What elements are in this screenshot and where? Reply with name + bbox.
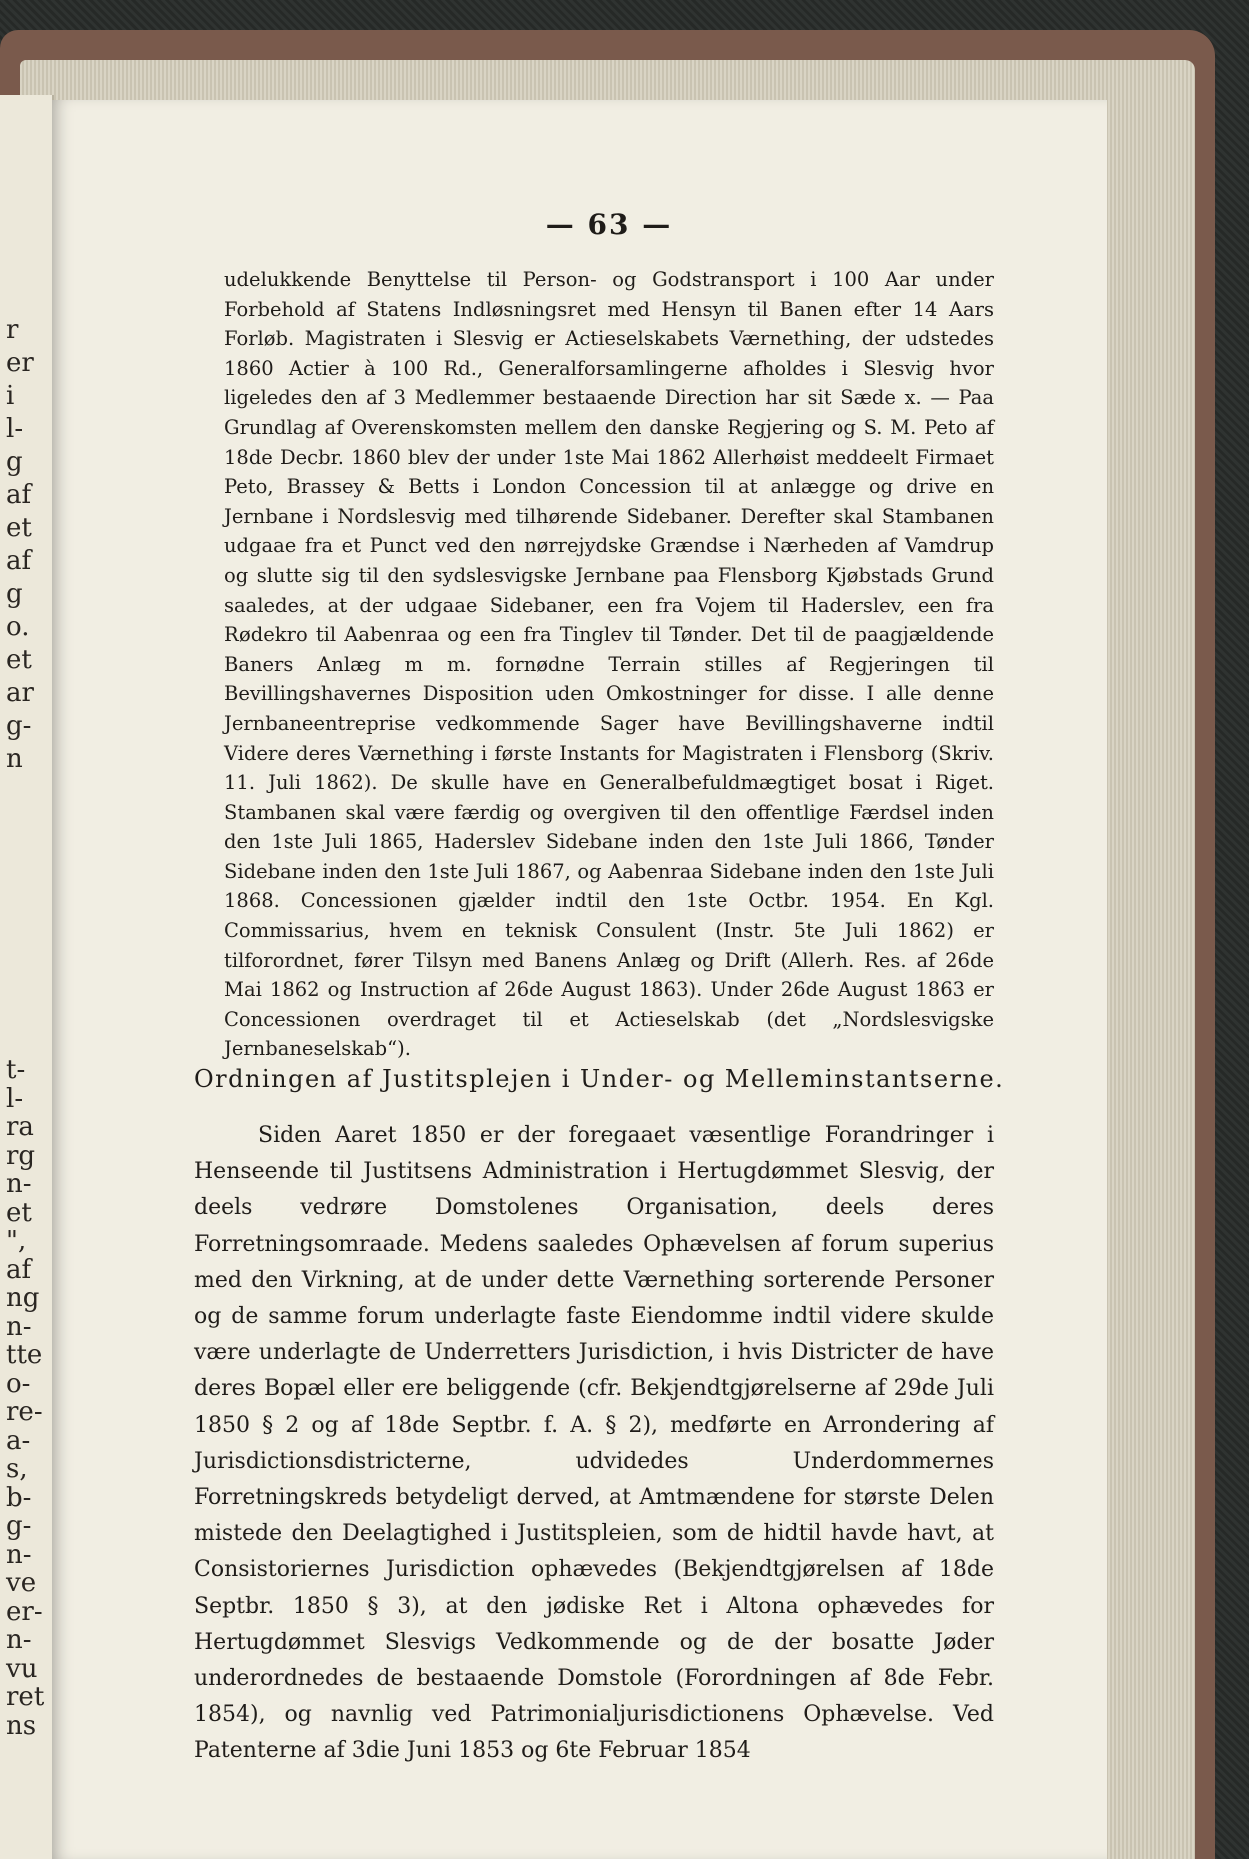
left-page-fragment: et: [6, 645, 32, 675]
left-page-fragment: a-: [6, 1425, 31, 1456]
right-page: [52, 100, 1107, 1859]
left-page-fragment: ",: [6, 1226, 27, 1256]
left-page-fragment: vu: [6, 1653, 38, 1684]
left-page-fragment: o.: [6, 612, 30, 642]
left-page-fragment: tte: [6, 1340, 43, 1370]
left-page-fragment: af: [6, 1254, 32, 1285]
left-page-fragment: o-: [6, 1368, 31, 1399]
left-page-fragment: g: [6, 447, 23, 477]
left-page-fragment: l-: [6, 1083, 24, 1114]
left-page-fragment: et: [6, 1197, 32, 1228]
left-page-fragment: et: [6, 513, 32, 543]
left-page-fragment: ns: [6, 1710, 37, 1741]
left-page-fragment: ra: [6, 1112, 34, 1142]
left-page-fragment: af: [6, 480, 32, 510]
left-page-fragment: n-: [6, 1539, 32, 1570]
left-page-fragment: n: [6, 744, 23, 774]
left-page-fragment: i: [6, 381, 15, 411]
left-page-fragment: re-: [6, 1397, 43, 1427]
left-page-fragment: n-: [6, 1311, 32, 1342]
paragraph-justice-administration: Siden Aaret 1850 er der foregaaet væsentlige Forandringer i Henseende til Justitsens Administration i Hertugdømmet Slesvig, der deels vedrøre Domstolenes Organisation, deels deres Forretningsomraade. Medens saaledes Ophævelsen af forum superius med den Virkning, at de under dette Værnething sorterende Personer og de samme forum underlagte faste Eiendomme indtil videre skulde være underlagte de Underretters Jurisdiction, i hvis Districter de have deres Bopæl eller ere beliggende (cfr. Bekjendtgjørelserne af 29de Juli 1850 § 2 og af 18de Septbr. f. A. § 2), medførte en Arrondering af Jurisdictionsdistricterne, udvidedes Underdommernes Forretningskreds betydeligt derved, at Amtmændene for største Delen mistede den Deelagtighed i Justitspleien, som de hidtil havde havt, at Consistoriernes Jurisdiction ophævedes (Bekjendtgjørelsen af 18de Septbr. 1850 § 3), at den jødiske Ret i Altona ophævedes for Hertugdømmet Slesvigs Vedkommende og de der bosatte Jøder underordnedes de bestaaende Domstole (Forordningen af 8de Febr. 1854), og navnlig ved Patrimonialjurisdictionens Ophævelse. Ved Patenterne af 3die Juni 1853 og 6te Februar 1854: [194, 1123, 994, 1764]
left-page-fragment: rg: [6, 1140, 36, 1171]
left-page-fragment: n-: [6, 1169, 32, 1199]
left-page-fragment: af: [6, 546, 32, 576]
left-page-fragment: ve: [6, 1568, 37, 1598]
left-page-fragment: g: [6, 579, 23, 609]
left-page-fragment: n-: [6, 1625, 32, 1655]
left-page-fragment: ng: [6, 1283, 40, 1313]
left-page-fragment: er: [6, 348, 34, 378]
left-page-fragment: b-: [6, 1482, 32, 1513]
left-page-fragment: ret: [6, 1682, 45, 1712]
left-page-fragment: g-: [6, 1511, 32, 1541]
left-page-fragment: t-: [6, 1055, 26, 1085]
left-page-fragment: r: [6, 315, 19, 345]
left-page: [0, 95, 54, 1859]
left-page-fragment: g-: [6, 711, 32, 741]
section-heading: Ordningen af Justitsplejen i Under- og Melleminstantserne.: [194, 1065, 1005, 1093]
left-page-fragment: l-: [6, 414, 24, 444]
left-page-fragment: s,: [6, 1454, 28, 1484]
left-page-fragment: er-: [6, 1596, 43, 1627]
page-number: — 63 —: [545, 208, 673, 241]
paragraph-railway-concession: udelukkende Benyttelse til Person- og Godstransport i 100 Aar under Forbehold af Statens Indløsningsret med Hensyn til Banen efter 14 Aars Forløb. Magistraten i Slesvig er Actieselskabets Værnething, der udstedes 1860 Actier à 100 Rd., Generalforsamlingerne afholdes i Slesvig hvor ligeledes den af 3 Medlemmer bestaaende Direction har sit Sæde x. — Paa Grundlag af Overenskomsten mellem den danske Regjering og S. M. Peto af 18de Decbr. 1860 blev der under 1ste Mai 1862 Allerhøist meddeelt Firmaet Peto, Brassey & Betts i London Concession til at anlægge og drive en Jernbane i Nordslesvig med tilhørende Sidebaner. Derefter skal Stambanen udgaae fra et Punct ved den nørrejydske Grændse i Nærheden af Vamdrup og slutte sig til den sydslesvigske Jernbane paa Flensborg Kjøbstads Grund saaledes, at der udgaae Sidebaner, een fra Vojem til Haderslev, een fra Rødekro til Aabenraa og een fra Tinglev til Tønder. Det til de paagjældende Baners Anlæg m m. fornødne Terrain stilles af Regjeringen til Bevillingshavernes Disposition uden Omkostninger for disse. I alle denne Jernbaneentreprise vedkommende Sager have Bevillingshaverne indtil Videre deres Værnething i første Instants for Magistraten i Flensborg (Skriv. 11. Juli 1862). De skulle have en Generalbefuldmægtiget bosat i Riget. Stambanen skal være færdig og overgiven til den offentlige Færdsel inden den 1ste Juli 1865, Haderslev Sidebane inden den 1ste Juli 1866, Tønder Sidebane inden den 1ste Juli 1867, og Aabenraa Sidebane inden den 1ste Juli 1868. Concessionen gjælder indtil den 1ste Octbr. 1954. En Kgl. Commissarius, hvem en teknisk Consulent (Instr. 5te Juli 1862) er tilforordnet, fører Tilsyn med Banens Anlæg og Drift (Allerh. Res. af 26de Mai 1862 og Instruction af 26de August 1863). Under 26de August 1863 er Concessionen overdraget til et Actieselskab (det „Nordslesvigske Jernbaneselskab“).: [224, 268, 994, 1061]
left-page-fragment: ar: [6, 678, 34, 708]
